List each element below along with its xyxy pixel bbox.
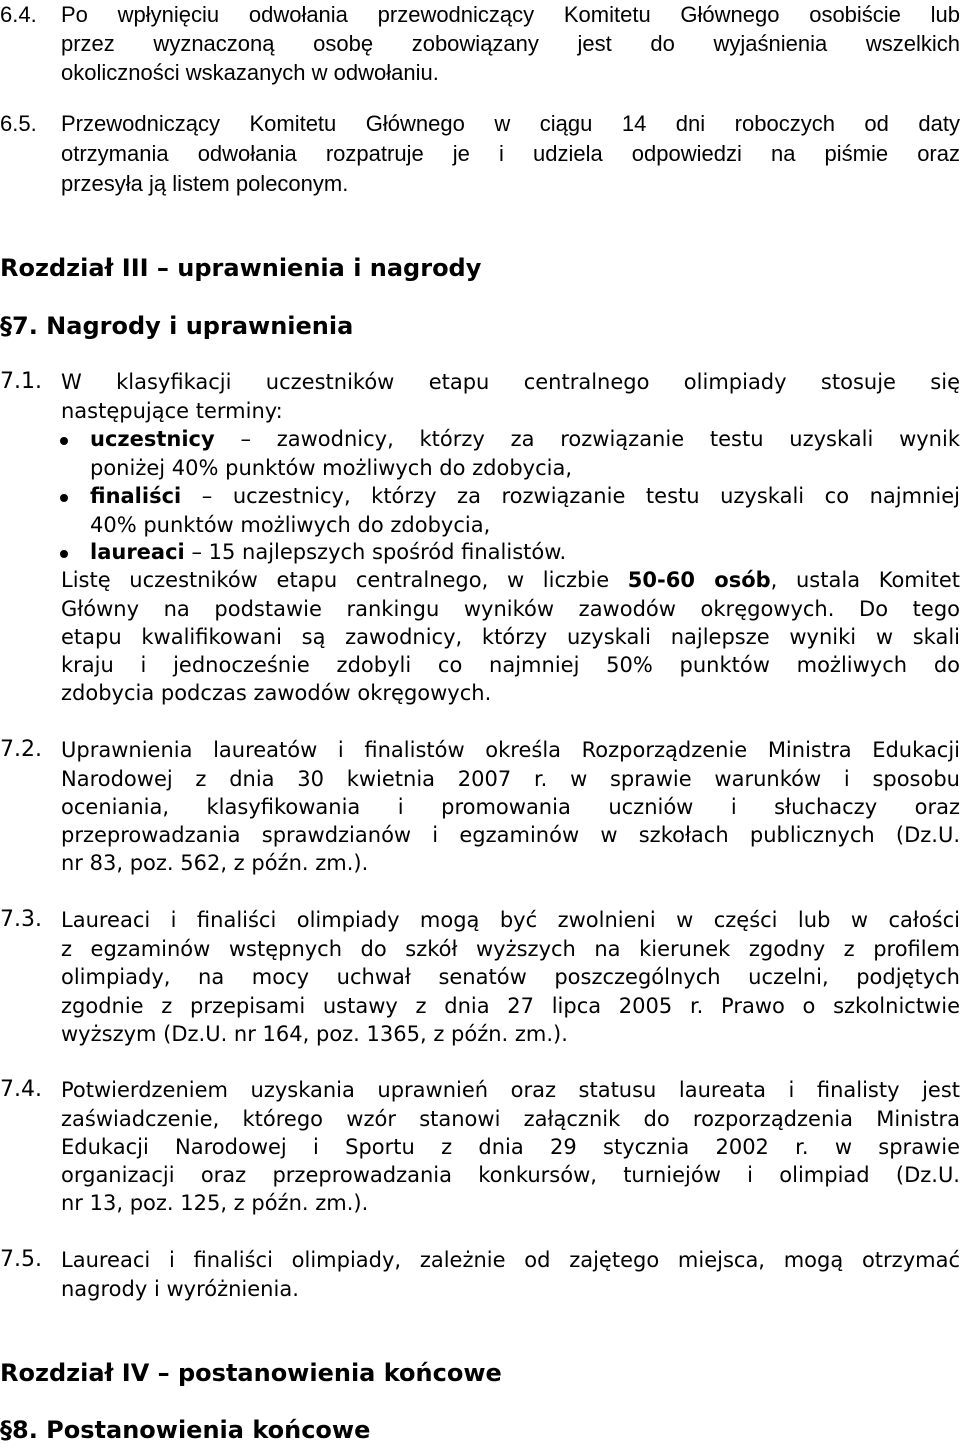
paragraph-line: Uprawnienia laureatów i finalistów określa Rozporządzenie Ministra Edukacji <box>61 738 960 762</box>
paragraph-number: 7.4. <box>0 1077 42 1102</box>
paragraph-line: Laureaci i finaliści olimpiady, zależnie od zajętego miejsca, mogą otrzymać <box>61 1248 960 1272</box>
bullet-icon <box>60 437 68 445</box>
paragraph-line: wyższym (Dz.U. nr 164, poz. 1365, z późn. zm.). <box>61 1022 568 1046</box>
paragraph-line: okoliczności wskazanych w odwołaniu. <box>61 60 439 85</box>
text-span: , ustala Komitet <box>770 568 960 592</box>
bullet-icon <box>60 494 68 502</box>
paragraph-line: nagrody i wyróżnienia. <box>61 1277 299 1301</box>
term-definition: – zawodnicy, którzy za rozwiązanie testu uzyskali wynik <box>240 427 960 451</box>
chapter-heading: Rozdział III – uprawnienia i nagrody <box>0 254 482 282</box>
term: uczestnicy <box>90 427 215 451</box>
paragraph-line: przez wyznaczoną osobę zobowiązany jest do wyjaśnienia wszelkich <box>61 31 960 56</box>
chapter-heading: Rozdział IV – postanowienia końcowe <box>0 1359 502 1387</box>
paragraph-line: etapu kwalifikowani są zawodnicy, którzy uzyskali najlepsze wyniki w skali <box>61 625 960 649</box>
paragraph-number: 6.5. <box>0 111 37 136</box>
paragraph-number: 6.4. <box>0 2 37 27</box>
paragraph-line <box>61 565 960 595</box>
list-item-continuation: 40% punktów możliwych do zdobycia, <box>90 513 491 537</box>
paragraph-number: 7.1. <box>0 369 42 394</box>
paragraph-line: zgodnie z przepisami ustawy z dnia 27 lipca 2005 r. Prawo o szkolnictwie <box>61 994 960 1018</box>
paragraph-line: kraju i jednocześnie zdobyli co najmniej 50% punktów możliwych do <box>61 653 960 677</box>
bold-text: 50-60 osób <box>627 568 771 592</box>
paragraph-line: z egzaminów wstępnych do szkół wyższych na kierunek zgodny z profilem <box>61 937 960 961</box>
term-definition: – uczestnicy, którzy za rozwiązanie testu uzyskali co najmniej <box>201 484 960 508</box>
term: finaliści <box>90 484 182 508</box>
paragraph-number: 7.5. <box>0 1247 42 1272</box>
paragraph-line: Potwierdzeniem uzyskania uprawnień oraz statusu laureata i finalisty jest <box>61 1078 960 1102</box>
text-span: Listę uczestników etapu centralnego, w liczbie <box>61 568 628 592</box>
paragraph-line: Po wpłynięciu odwołania przewodniczący Komitetu Głównego osobiście lub <box>61 2 960 27</box>
paragraph-line: zdobycia podczas zawodów okręgowych. <box>61 681 492 705</box>
paragraph-line: olimpiady, na mocy uchwał senatów poszczególnych uczelni, podjętych <box>61 965 960 989</box>
paragraph-line: Edukacji Narodowej i Sportu z dnia 29 stycznia 2002 r. w sprawie <box>61 1135 960 1159</box>
paragraph-line: przeprowadzania sprawdzianów i egzaminów w szkołach publicznych (Dz.U. <box>61 823 960 847</box>
paragraph-line: organizacji oraz przeprowadzania konkursów, turniejów i olimpiad (Dz.U. <box>61 1163 960 1187</box>
paragraph-line: zaświadczenie, którego wzór stanowi załącznik do rozporządzenia Ministra <box>61 1107 960 1131</box>
list-item <box>90 537 960 567</box>
paragraph-line: Laureaci i finaliści olimpiady mogą być zwolnieni w części lub w całości <box>61 908 960 932</box>
paragraph-line: przesyła ją listem poleconym. <box>61 171 349 196</box>
term: laureaci <box>90 540 185 564</box>
list-item-continuation: poniżej 40% punktów możliwych do zdobycia, <box>90 456 573 480</box>
paragraph-line: Narodowej z dnia 30 kwietnia 2007 r. w sprawie warunków i sposobu <box>61 767 960 791</box>
paragraph-line: otrzymania odwołania rozpatruje je i udziela odpowiedzi na piśmie oraz <box>61 141 960 166</box>
paragraph-line: W klasyfikacji uczestników etapu centralnego olimpiady stosuje się <box>61 370 960 394</box>
paragraph-line: oceniania, klasyfikowania i promowania uczniów i słuchaczy oraz <box>61 795 960 819</box>
paragraph-line: nr 13, poz. 125, z późn. zm.). <box>61 1191 369 1215</box>
section-heading: §8. Postanowienia końcowe <box>0 1416 371 1444</box>
list-item <box>90 481 960 511</box>
paragraph-number: 7.3. <box>0 907 42 932</box>
paragraph-line: następujące terminy: <box>61 399 283 423</box>
section-heading: §7. Nagrody i uprawnienia <box>0 312 354 340</box>
paragraph-line: nr 83, poz. 562, z późn. zm.). <box>61 851 369 875</box>
list-item <box>90 424 960 454</box>
paragraph-line: Główny na podstawie rankingu wyników zawodów okręgowych. Do tego <box>61 597 960 621</box>
term-definition: – 15 najlepszych spośród finalistów. <box>191 540 567 564</box>
bullet-icon <box>60 550 68 558</box>
paragraph-line: Przewodniczący Komitetu Głównego w ciągu 14 dni roboczych od daty <box>61 111 960 136</box>
paragraph-number: 7.2. <box>0 737 42 762</box>
